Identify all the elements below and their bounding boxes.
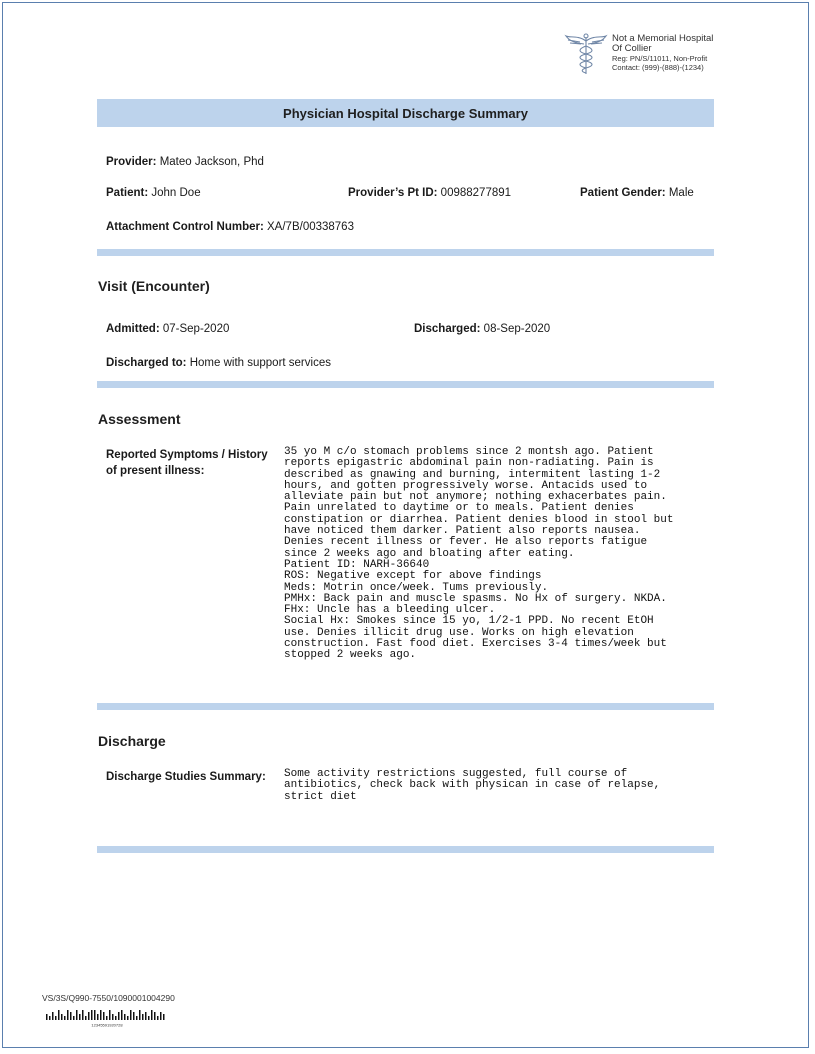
discharge-summary-label: Discharge Studies Summary: xyxy=(106,771,266,783)
section-divider xyxy=(97,381,714,388)
section-divider xyxy=(97,249,714,256)
gender-row xyxy=(580,187,694,199)
discharged-label: Discharged: xyxy=(414,323,481,335)
discharged-to-label: Discharged to: xyxy=(106,357,187,369)
provider-row xyxy=(106,156,264,168)
symptoms-text: 35 yo M c/o stomach problems since 2 montsh ago. Patient reports epigastric abdominal pain non-radiating. Pain is described as gnawing and burning, intermitent lasting 1-2 hours, and gotten progressively worse. Antacids used to alleviate pain but not anymore; nothing exhacerbates pain. Pain unrelated to daytime or to meals. Patient denies constipation or diarrhea. Patient denies blood in stool but have noticed them darker. Patient also reports nausea. Denies recent illness or fever. He also reports fatigue since 2 weeks ago and bloating after eating. Patient ID: NARH-36640 ROS: Negative except for above findings Meds: Motrin once/week. Tums previously. PMHx: Back pain and muscle spasms. No Hx of surgery. NKDA. FHx: Uncle has a bleeding ulcer. Social Hx: Smokes since 15 yo, 1/2-1 PPD. No recent EtOH use. Denies illicit drug use. Works on high elevation construction. Fast food diet. Exercises 3-4 times/week but stopped 2 weeks ago. xyxy=(284,446,674,662)
pt-id-value: 00988277891 xyxy=(440,187,512,199)
admitted-value: 07-Sep-2020 xyxy=(162,323,230,335)
gender-label: Patient Gender: xyxy=(580,187,666,199)
attachment-label: Attachment Control Number: xyxy=(106,221,264,233)
svg-text:12345591920728: 12345591920728 xyxy=(91,1022,123,1028)
attachment-value: XA/7B/00338763 xyxy=(267,221,354,233)
visit-heading: Visit (Encounter) xyxy=(98,278,210,294)
pt-id-label: Provider’s Pt ID: xyxy=(348,187,438,199)
discharged-value: 08-Sep-2020 xyxy=(483,323,551,335)
discharged-row xyxy=(414,323,550,335)
barcode-icon xyxy=(46,1006,168,1028)
hospital-name-line2: Of Collier xyxy=(612,43,652,54)
provider-value: Mateo Jackson, Phd xyxy=(159,156,264,168)
assessment-heading: Assessment xyxy=(98,411,181,427)
section-divider xyxy=(97,846,714,853)
hospital-reg: Reg: PN/S/11011, Non-Profit xyxy=(612,54,708,63)
caduceus-icon xyxy=(564,32,608,76)
document-title: Physician Hospital Discharge Summary xyxy=(97,99,714,127)
patient-row xyxy=(106,187,201,199)
admitted-row xyxy=(106,323,229,335)
hospital-contact: Contact: (999)-(888)-(1234) xyxy=(612,63,704,72)
discharged-to-value: Home with support services xyxy=(189,357,331,369)
discharge-heading: Discharge xyxy=(98,733,166,749)
section-divider xyxy=(97,703,714,710)
discharged-to-row xyxy=(106,357,331,369)
pt-id-row xyxy=(348,187,511,199)
hospital-info xyxy=(612,34,762,72)
patient-label: Patient: xyxy=(106,187,149,199)
gender-value: Male xyxy=(668,187,694,199)
symptoms-label: Reported Symptoms / History of present illness: xyxy=(106,449,268,477)
patient-value: John Doe xyxy=(151,187,201,199)
attachment-row xyxy=(106,221,354,233)
provider-label: Provider: xyxy=(106,156,157,168)
hospital-name-line1: Not a Memorial Hospital xyxy=(612,33,714,44)
barcode-id: VS/3S/Q990-7550/1090001004290 xyxy=(42,993,175,1003)
discharge-summary-text: Some activity restrictions suggested, full course of antibiotics, check back with physican in case of relapse, strict diet xyxy=(284,768,661,803)
admitted-label: Admitted: xyxy=(106,323,160,335)
